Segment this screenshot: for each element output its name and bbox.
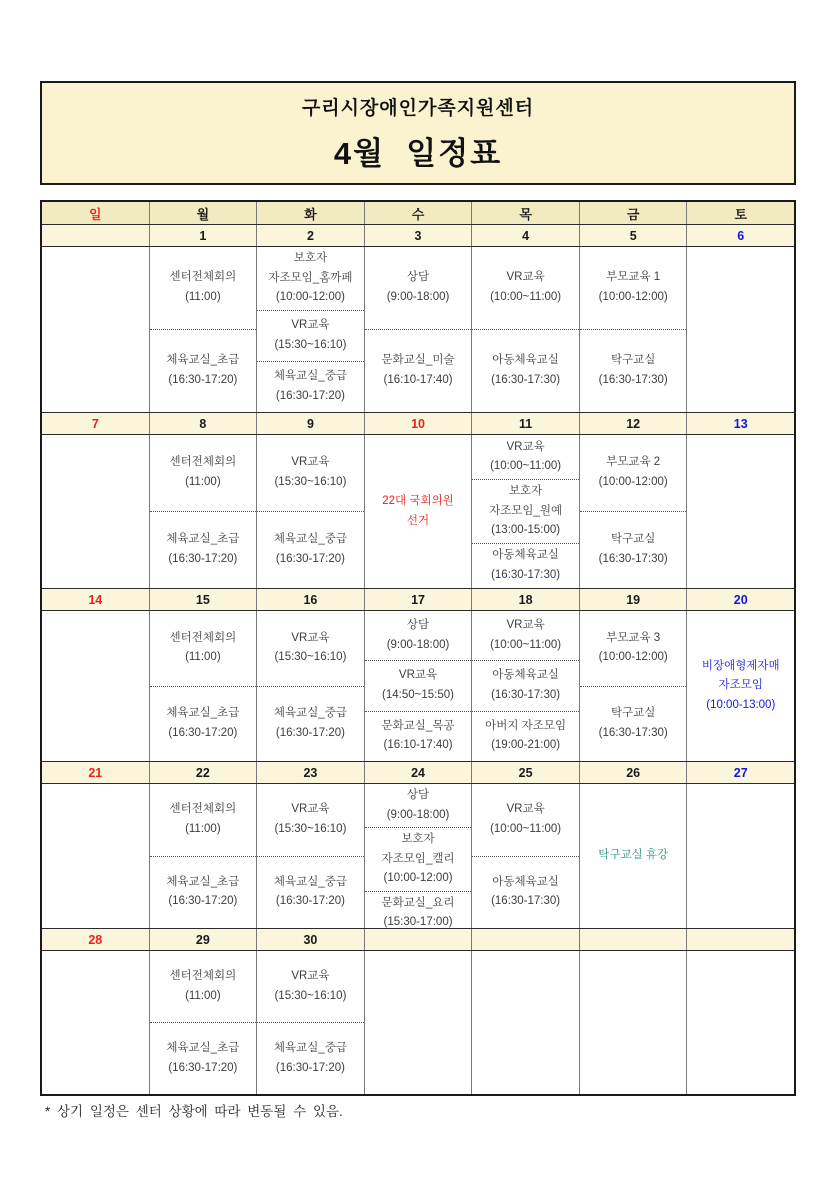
- event-line: 체육교실_초급: [166, 707, 240, 720]
- day-cell: [579, 784, 687, 928]
- date-cell: 28: [42, 929, 149, 950]
- day-cell: [471, 951, 579, 1094]
- day-cell: [471, 247, 579, 412]
- event-line: (10:00-12:00): [598, 291, 668, 303]
- event-line: 아버지 자조모임: [485, 719, 567, 732]
- org-name: 구리시장애인가족지원센터: [301, 98, 535, 119]
- event-line: 아동체육교실: [492, 354, 559, 367]
- event-line: (16:30-17:30): [491, 568, 561, 581]
- event-line: 아동체육교실: [492, 875, 559, 888]
- event-line: (15:30~16:10): [274, 651, 347, 664]
- event-line: (16:30-17:20): [275, 389, 345, 402]
- calendar-event: [580, 435, 687, 511]
- date-cell: 1: [149, 225, 257, 246]
- date-cell: 5: [579, 225, 687, 246]
- date-cell: 30: [256, 929, 364, 950]
- calendar-event: [257, 247, 364, 310]
- event-line: 자조모임: [718, 679, 763, 692]
- event-line: (10:00~11:00): [490, 291, 562, 303]
- event-line: (10:00-12:00): [275, 291, 345, 304]
- date-cell: 8: [149, 413, 257, 434]
- event-line: (13:00-15:00): [491, 524, 561, 537]
- event-line: 센터전체회의: [169, 803, 237, 816]
- event-line: (14:50~15:50): [382, 688, 454, 701]
- date-cell: 14: [42, 589, 149, 610]
- weekday-header-row: [42, 202, 794, 224]
- date-cell: 19: [579, 589, 687, 610]
- day-cell: [256, 951, 364, 1094]
- event-line: 체육교실_초급: [166, 533, 240, 546]
- date-cell: 17: [364, 589, 472, 610]
- calendar-event: [580, 686, 687, 762]
- event-line: (16:30-17:30): [598, 553, 668, 565]
- weekday-header-3: 수: [364, 202, 472, 224]
- date-cell: [686, 929, 794, 950]
- event-line: (16:10-17:40): [383, 739, 453, 752]
- date-cell: 9: [256, 413, 364, 434]
- day-cell: [579, 247, 687, 412]
- day-cell: [686, 247, 794, 412]
- calendar-event: [365, 611, 472, 660]
- calendar-event: [365, 827, 472, 891]
- event-line: 자조모임_원예: [489, 504, 563, 517]
- event-line: (16:30-17:30): [598, 726, 668, 739]
- date-row-week-2: [42, 412, 794, 434]
- calendar-event: [365, 891, 472, 935]
- event-line: (11:00): [185, 651, 221, 664]
- calendar-event: [472, 784, 579, 856]
- calendar-event: [365, 247, 472, 329]
- event-line: (10:00-12:00): [598, 651, 668, 664]
- day-cell: [42, 784, 149, 928]
- calendar-event: [150, 329, 257, 412]
- event-line: 체육교실_중급: [273, 707, 347, 720]
- day-cell: [364, 784, 472, 928]
- day-cell: [686, 951, 794, 1094]
- event-line: 자조모임_캘리: [381, 852, 455, 865]
- calendar-event: [472, 611, 579, 660]
- event-line: (9:00-18:00): [386, 638, 450, 651]
- event-line: 체육교실_중급: [273, 1041, 347, 1054]
- page-title: 4월 일정표: [333, 136, 503, 171]
- day-cell: [686, 435, 794, 588]
- calendar-event: [150, 784, 257, 856]
- calendar-event: [150, 435, 257, 511]
- event-line: 탁구교실: [610, 354, 656, 367]
- event-line: (10:00~11:00): [490, 822, 562, 835]
- event-line: (16:30-17:20): [275, 895, 345, 908]
- event-line: (10:00-12:00): [598, 476, 668, 488]
- event-line: 문화교실_목공: [381, 719, 455, 732]
- date-cell: 29: [149, 929, 257, 950]
- calendar-event: [257, 1022, 364, 1094]
- event-line: (16:30-17:20): [168, 726, 238, 739]
- event-line: (16:30-17:20): [168, 1061, 238, 1074]
- event-line: 센터전체회의: [169, 456, 237, 469]
- event-line: VR교육: [291, 631, 330, 644]
- event-line: 센터전체회의: [169, 271, 237, 284]
- event-line: 센터전체회의: [169, 631, 237, 644]
- date-cell: 3: [364, 225, 472, 246]
- event-line: 부모교육 1: [606, 271, 661, 284]
- weekday-header-5: 금: [579, 202, 687, 224]
- event-line: VR교육: [506, 440, 545, 453]
- calendar-event: [580, 784, 687, 928]
- event-line: (16:30-17:20): [168, 895, 238, 908]
- event-line: (16:30-17:20): [168, 553, 238, 565]
- date-cell: 12: [579, 413, 687, 434]
- day-cell: [42, 611, 149, 761]
- calendar-event: [365, 711, 472, 761]
- calendar-event: [150, 611, 257, 686]
- calendar-event: [257, 511, 364, 588]
- event-line: 아동체육교실: [492, 669, 559, 682]
- content-row-week-2: [42, 434, 794, 588]
- event-line: 탁구교실 휴강: [598, 849, 669, 862]
- title-box: [40, 81, 796, 185]
- event-line: 탁구교실: [610, 707, 656, 720]
- date-cell: [471, 929, 579, 950]
- calendar-event: [472, 543, 579, 588]
- content-row-week-3: [42, 610, 794, 761]
- date-row-week-1: [42, 224, 794, 246]
- date-cell: 20: [686, 589, 794, 610]
- calendar-event: [365, 660, 472, 710]
- event-line: VR교육: [291, 456, 330, 469]
- event-line: 22대 국회의원: [382, 494, 454, 507]
- event-line: (16:30-17:20): [275, 553, 345, 565]
- event-line: (10:00-12:00): [383, 872, 453, 885]
- content-row-week-5: [42, 950, 794, 1094]
- day-cell: [256, 784, 364, 928]
- date-cell: 7: [42, 413, 149, 434]
- day-cell: [42, 435, 149, 588]
- event-line: (16:10-17:40): [383, 374, 453, 386]
- event-line: (15:30~16:10): [274, 476, 347, 488]
- calendar-table: [40, 200, 796, 1096]
- calendar-event: [257, 784, 364, 856]
- event-line: 아동체육교실: [492, 549, 559, 562]
- calendar-event: [150, 686, 257, 762]
- event-line: (15:30-17:00): [383, 916, 453, 929]
- event-line: 체육교실_중급: [273, 370, 347, 383]
- date-cell: 25: [471, 762, 579, 783]
- event-line: (16:30-17:30): [491, 895, 561, 908]
- calendar-event: [580, 329, 687, 412]
- calendar-event: [472, 856, 579, 929]
- calendar-event: [365, 784, 472, 827]
- date-cell: [579, 929, 687, 950]
- calendar-event: [150, 1022, 257, 1094]
- day-cell: [471, 435, 579, 588]
- day-cell: [364, 435, 472, 588]
- event-line: (16:30-17:30): [491, 374, 561, 386]
- date-row-week-3: [42, 588, 794, 610]
- calendar-event: [150, 247, 257, 329]
- event-line: VR교육: [506, 271, 545, 284]
- date-cell: 11: [471, 413, 579, 434]
- event-line: VR교육: [398, 669, 438, 682]
- event-line: 체육교실_중급: [273, 875, 347, 888]
- day-cell: [686, 611, 794, 761]
- calendar-event: [365, 435, 472, 588]
- event-line: (11:00): [185, 822, 221, 835]
- day-cell: [256, 247, 364, 412]
- day-cell: [579, 611, 687, 761]
- day-cell: [42, 951, 149, 1094]
- event-line: VR교육: [291, 319, 330, 332]
- calendar-event: [472, 329, 579, 412]
- event-line: (16:30-17:20): [168, 374, 238, 386]
- date-cell: 10: [364, 413, 472, 434]
- day-cell: [364, 611, 472, 761]
- weekday-header-2: 화: [256, 202, 364, 224]
- day-cell: [149, 435, 257, 588]
- weekday-header-0: 일: [42, 202, 149, 224]
- event-line: VR교육: [506, 803, 545, 816]
- event-line: 선거: [406, 514, 430, 527]
- event-line: (9:00-18:00): [386, 291, 450, 303]
- event-line: (15:30~16:10): [274, 822, 347, 835]
- event-line: (15:30~16:10): [274, 338, 347, 351]
- event-line: 보호자: [293, 252, 328, 264]
- calendar-event: [257, 686, 364, 762]
- event-line: 센터전체회의: [169, 969, 237, 982]
- event-line: (11:00): [185, 476, 221, 488]
- day-cell: [256, 435, 364, 588]
- event-line: 체육교실_초급: [166, 1041, 240, 1054]
- event-line: (10:00~11:00): [490, 460, 562, 473]
- event-line: 보호자: [508, 485, 543, 498]
- calendar-event: [472, 479, 579, 543]
- event-line: 부모교육 3: [606, 631, 661, 644]
- event-line: (16:30-17:20): [275, 1061, 345, 1074]
- event-line: 자조모임_홈까페: [268, 271, 353, 284]
- day-cell: [686, 784, 794, 928]
- event-line: 상담: [406, 789, 430, 801]
- event-line: 체육교실_초급: [166, 354, 240, 367]
- calendar-event: [257, 856, 364, 929]
- event-line: 보호자: [401, 833, 435, 846]
- day-cell: [256, 611, 364, 761]
- event-line: 상담: [406, 619, 430, 632]
- calendar-event: [580, 611, 687, 686]
- calendar-event: [472, 435, 579, 479]
- event-line: (16:30-17:30): [491, 688, 561, 701]
- calendar-event: [150, 951, 257, 1022]
- event-line: 체육교실_초급: [166, 875, 240, 888]
- date-cell: 13: [686, 413, 794, 434]
- event-line: 비장애형제자매: [701, 659, 780, 672]
- event-line: 체육교실_중급: [273, 533, 347, 546]
- calendar-event: [472, 247, 579, 329]
- day-cell: [149, 951, 257, 1094]
- date-cell: 16: [256, 589, 364, 610]
- day-cell: [579, 951, 687, 1094]
- event-line: VR교육: [291, 969, 330, 982]
- content-row-week-4: [42, 783, 794, 928]
- content-row-week-1: [42, 246, 794, 412]
- event-line: (16:30-17:30): [598, 374, 668, 386]
- event-line: (15:30~16:10): [274, 989, 347, 1002]
- day-cell: [364, 951, 472, 1094]
- date-cell: 23: [256, 762, 364, 783]
- calendar-event: [580, 247, 687, 329]
- event-line: (10:00~11:00): [490, 638, 562, 651]
- date-cell: 24: [364, 762, 472, 783]
- date-cell: 22: [149, 762, 257, 783]
- day-cell: [579, 435, 687, 588]
- event-line: 문화교실_미술: [381, 354, 455, 367]
- date-cell: 26: [579, 762, 687, 783]
- event-line: 탁구교실: [610, 533, 656, 546]
- date-row-week-5: [42, 928, 794, 950]
- weekday-header-6: 토: [686, 202, 794, 224]
- date-cell: 6: [686, 225, 794, 246]
- calendar-event: [150, 511, 257, 588]
- date-cell: 2: [256, 225, 364, 246]
- day-cell: [149, 784, 257, 928]
- day-cell: [471, 611, 579, 761]
- calendar-event: [257, 611, 364, 686]
- calendar-event: [472, 711, 579, 761]
- date-row-week-4: [42, 761, 794, 783]
- calendar-event: [257, 310, 364, 361]
- event-line: 상담: [406, 271, 430, 284]
- calendar-event: [472, 660, 579, 710]
- date-cell: 27: [686, 762, 794, 783]
- calendar-event: [257, 435, 364, 511]
- day-cell: [42, 247, 149, 412]
- date-cell: [42, 225, 149, 246]
- calendar-event: [365, 329, 472, 412]
- event-line: (10:00-13:00): [706, 698, 776, 711]
- event-line: (9:00-18:00): [386, 808, 450, 821]
- date-cell: [364, 929, 472, 950]
- calendar-event: [580, 511, 687, 588]
- date-cell: 18: [471, 589, 579, 610]
- event-line: VR교육: [506, 619, 545, 632]
- calendar-event: [150, 856, 257, 929]
- calendar-event: [687, 611, 794, 761]
- weekday-header-4: 목: [471, 202, 579, 224]
- calendar-event: [257, 361, 364, 412]
- event-line: (11:00): [185, 989, 221, 1002]
- day-cell: [149, 611, 257, 761]
- date-cell: 21: [42, 762, 149, 783]
- date-cell: 4: [471, 225, 579, 246]
- event-line: (19:00-21:00): [491, 739, 561, 752]
- day-cell: [149, 247, 257, 412]
- weekday-header-1: 월: [149, 202, 257, 224]
- footnote: * 상기 일정은 센터 상황에 따라 변동될 수 있음.: [45, 1104, 343, 1119]
- event-line: 문화교실_요리: [381, 896, 455, 909]
- day-cell: [364, 247, 472, 412]
- date-cell: 15: [149, 589, 257, 610]
- event-line: (11:00): [185, 291, 221, 303]
- event-line: 부모교육 2: [606, 456, 661, 469]
- day-cell: [471, 784, 579, 928]
- event-line: (16:30-17:20): [275, 726, 345, 739]
- calendar-event: [257, 951, 364, 1022]
- event-line: VR교육: [291, 803, 330, 816]
